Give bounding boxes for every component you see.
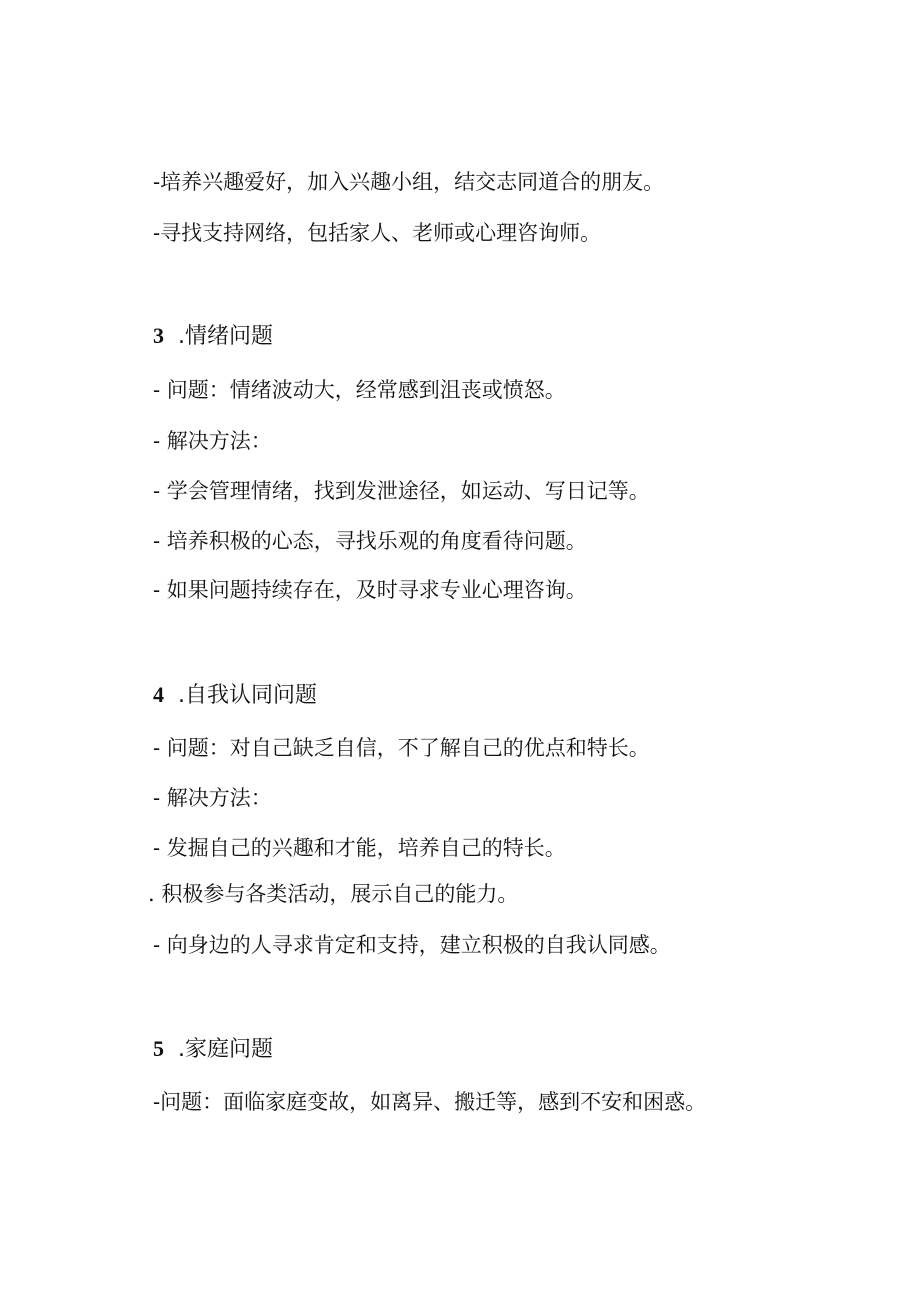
paragraph-line: - 发掘自己的兴趣和才能，培养自己的特长。 (153, 836, 566, 860)
paragraph-line: . 积极参与各类活动，展示自己的能力。 (148, 882, 519, 906)
section-heading (153, 1035, 273, 1064)
paragraph-line: - 问题：对自己缺乏自信，不了解自己的优点和特长。 (153, 736, 650, 760)
paragraph-line: - 培养积极的心态，寻找乐观的角度看待问题。 (153, 529, 587, 553)
section-number: 4 (153, 682, 164, 707)
paragraph-line: - 解决方法： (153, 429, 272, 453)
section-number: 3 (153, 323, 164, 348)
section-number: 5 (153, 1036, 164, 1061)
paragraph-line: -培养兴趣爱好，加入兴趣小组，结交志同道合的朋友。 (153, 170, 665, 194)
paragraph-line: - 解决方法： (153, 786, 272, 810)
section-heading (153, 322, 273, 351)
paragraph-line: - 如果问题持续存在，及时寻求专业心理咨询。 (153, 578, 587, 602)
paragraph-line: - 问题：情绪波动大，经常感到沮丧或愤怒。 (153, 378, 566, 402)
section-title: .自我认同问题 (178, 683, 317, 708)
paragraph-line: -问题：面临家庭变故，如离异、搬迁等，感到不安和困惑。 (153, 1090, 707, 1114)
paragraph-line: - 学会管理情绪，找到发泄途径，如运动、写日记等。 (153, 479, 650, 503)
paragraph-line: - 向身边的人寻求肯定和支持，建立积极的自我认同感。 (153, 933, 671, 957)
section-title: .家庭问题 (178, 1037, 273, 1062)
paragraph-line: -寻找支持网络，包括家人、老师或心理咨询师。 (153, 221, 602, 245)
section-heading (153, 681, 317, 710)
section-title: .情绪问题 (178, 324, 273, 349)
